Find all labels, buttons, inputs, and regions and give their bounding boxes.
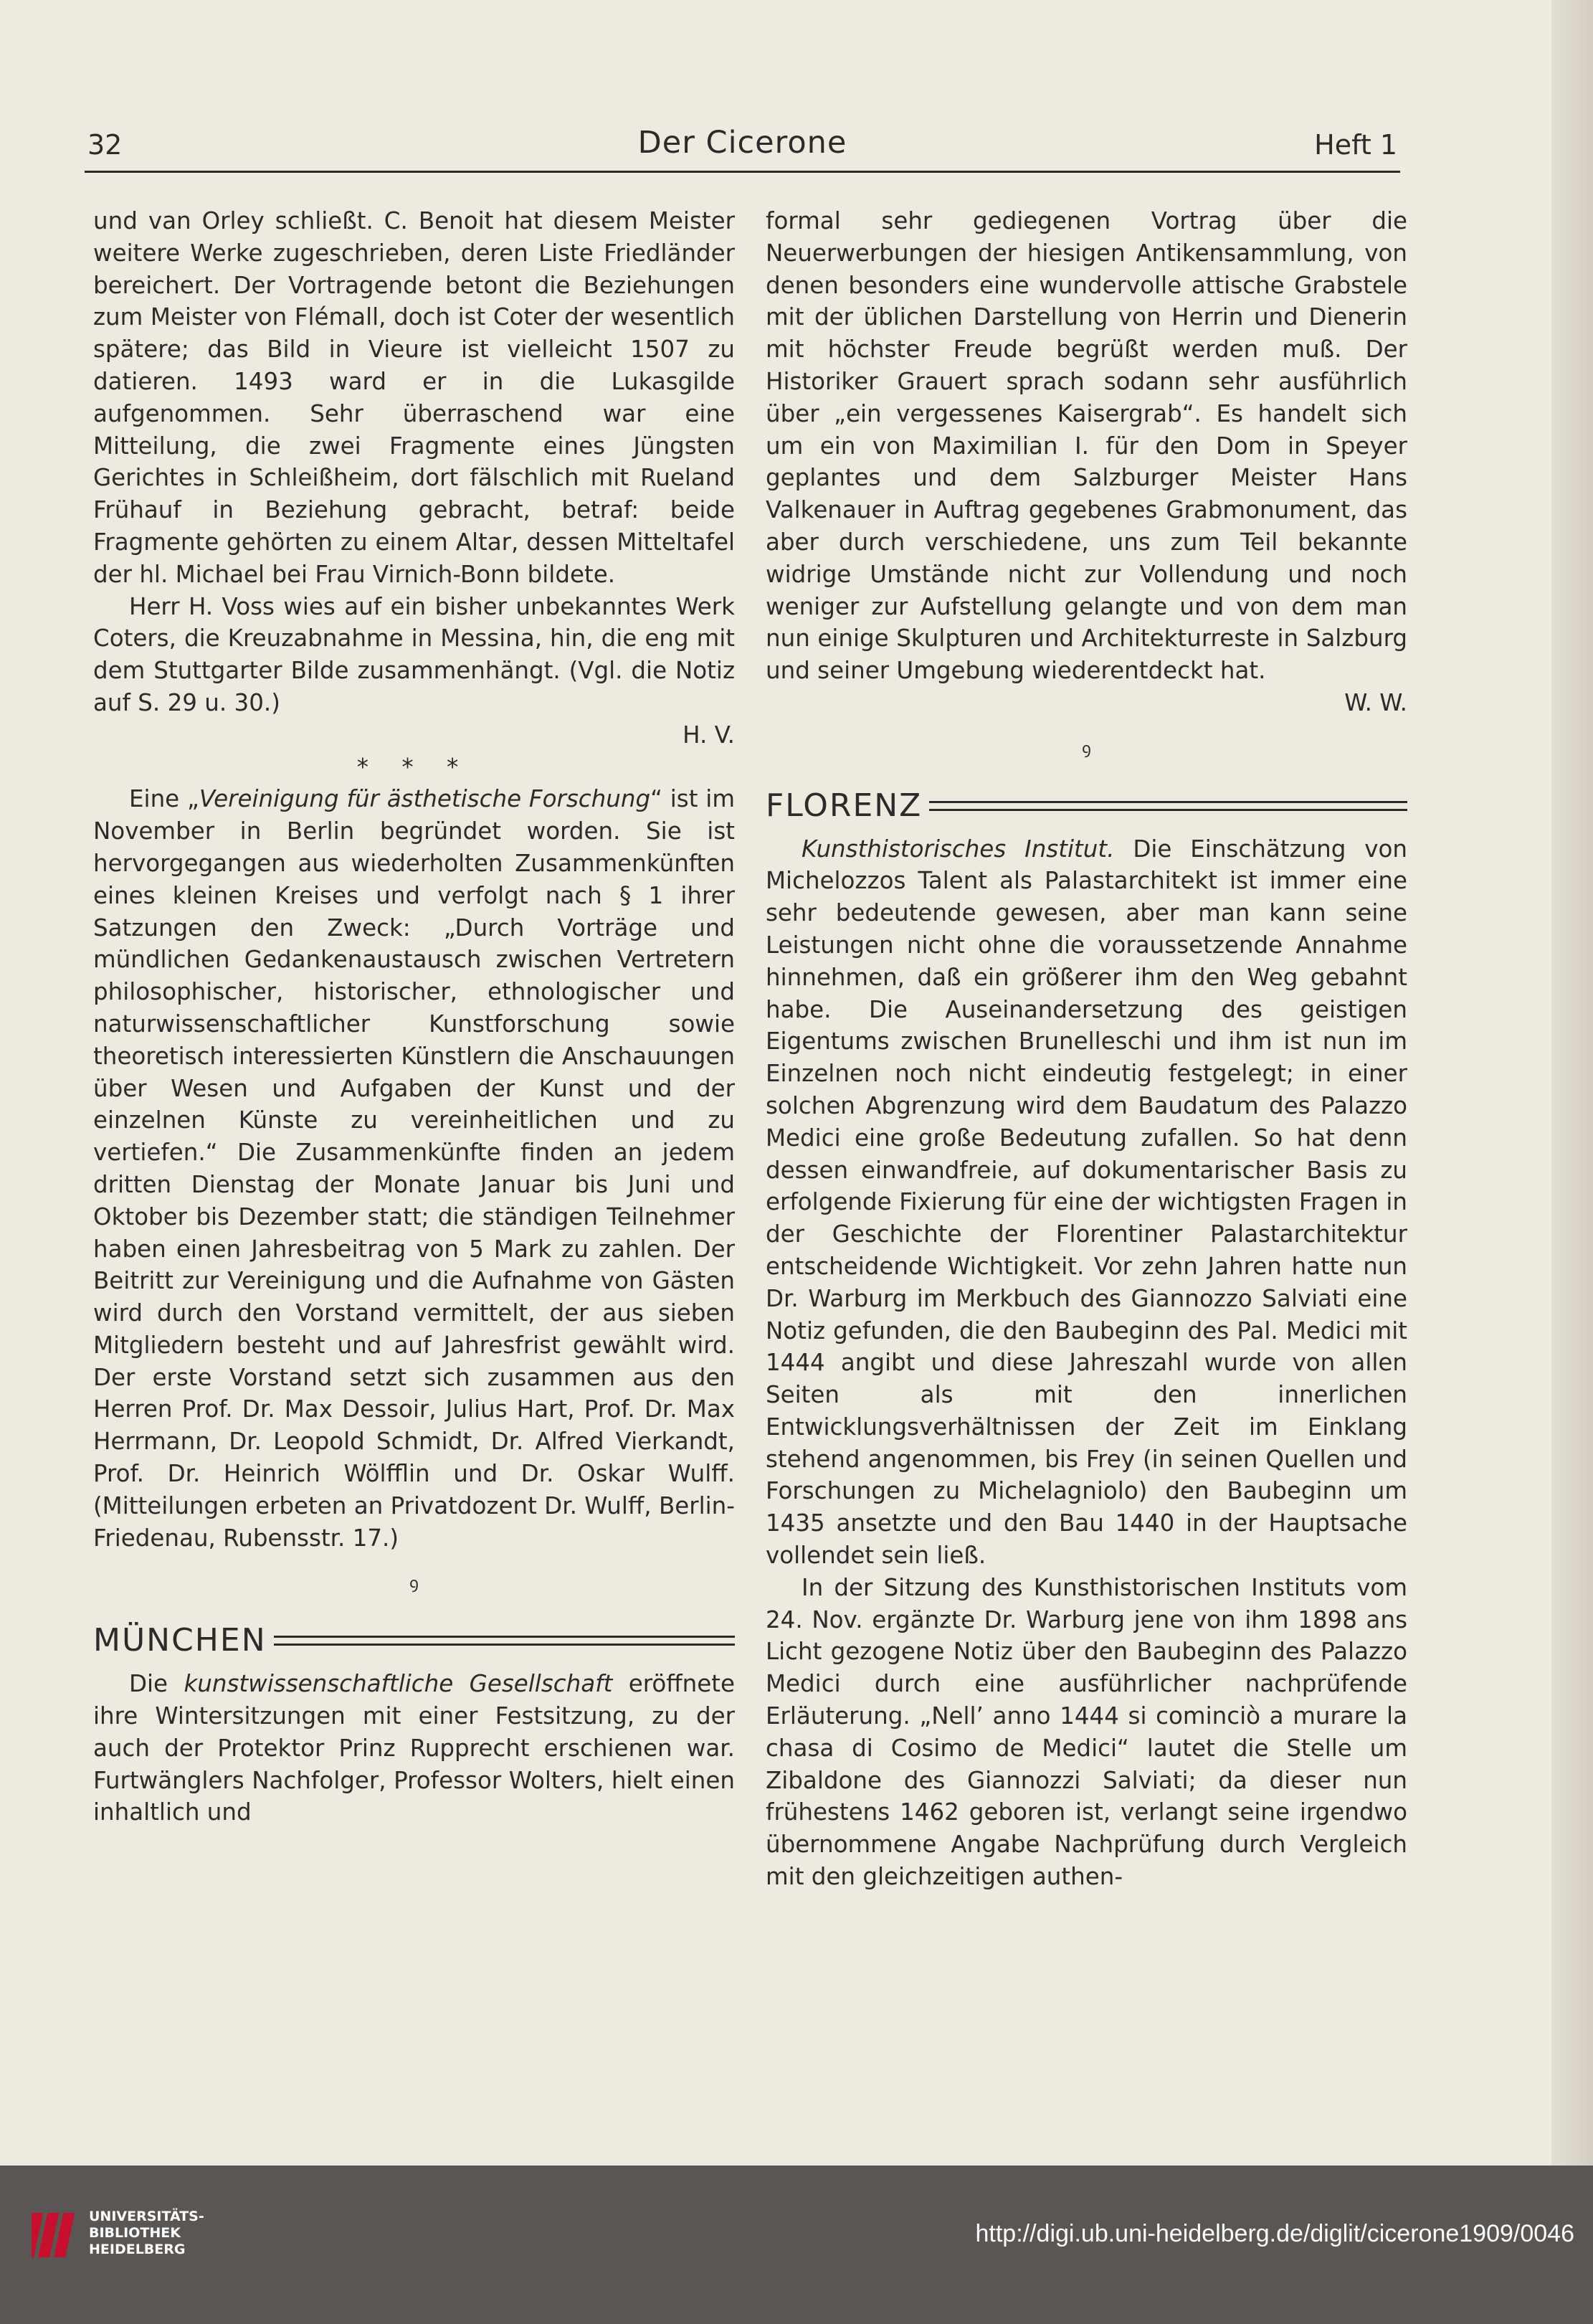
viewer-footer — [0, 2166, 1593, 2324]
signature: H. V. — [683, 721, 735, 749]
section-separator-stars: * * * — [356, 753, 472, 781]
library-logo-icon — [32, 2207, 80, 2264]
paragraph: Herr H. Voss wies auf ein bisher unbekanntes Werk Coters, die Kreuzabnahme in Messina, hin, die eng mit dem Stuttgarter Bilde zusammenhängt. (Vgl. die Notiz auf S. 29 u. 30.) — [93, 592, 735, 716]
paragraph: Kunsthistorisches Institut. Die Einschätzung von Michelozzos Talent als Palastarchitekt ist immer eine sehr bedeutende gewesen, aber man kann seine Leistungen nicht ohne die voraussetzende Annahme hinnehmen, daß ein größerer ihm den Weg gebahnt habe. Die Auseinandersetzung des geistigen Eigentums zwischen Brunelleschi und ihm ist nun im Einzelnen noch nicht eindeutig festgelegt; in einer solchen Abgrenzung wird dem Baudatum des Palazzo Medici eine große Bedeutung zufallen. So hat denn dessen einwandfreie, auf dokumentarischer Basis zu erfolgende Fixierung für eine der wichtigsten Fragen in der Geschichte der Florentiner Palastarchitektur entscheidende Wichtigkeit. Vor zehn Jahren hatte nun Dr. Warburg im Merkbuch des Giannozzo Salviati eine Notiz gefunden, die den Baubeginn des Pal. Medici mit 1444 angibt und diese Jahreszahl wurde von allen Seiten als mit den innerlichen Entwicklungsverhältnissen der Zeit im Einklang stehend angenommen, bis Frey (in seinen Quellen und Forschungen zu Michelagniolo) den Baubeginn um 1435 ansetzte und den Bau 1440 in der Hauptsache vollendet sein ließ. — [766, 835, 1407, 1570]
paragraph: Die kunstwissenschaftliche Gesellschaft eröffnete ihre Wintersitzungen mit einer Festsitzung, zu der auch der Protektor Prinz Rupprecht erschienen war. Furtwänglers Nachfolger, Professor Wolters, hielt einen inhaltlich und — [93, 1670, 735, 1826]
left-column — [93, 205, 735, 1829]
section-title: FLORENZ — [766, 787, 923, 824]
emphasis: Vereinigung für ästhetische Forschung — [199, 785, 651, 813]
paragraph: In der Sitzung des Kunsthistorischen Instituts vom 24. Nov. ergänzte Dr. Warburg jene von ihm 1898 ans Licht gezogene Notiz über den Baubeginn des Palazzo Medici durch eine ausführlicher nachprüfende Erläuterung. „Nell’ anno 1444 si cominciò a murare la chasa di Cosimo de Medici“ lautet die Stelle um Zibaldone des Giannozzi Salviati; da dieser nun frühestens 1462 geboren ist, verlangt seine irgendwo übernommene Angabe Nachprüfung durch Vergleich mit den gleichzeitigen authen- — [766, 1573, 1407, 1891]
journal-title: Der Cicerone — [637, 125, 847, 161]
issue-label: Heft 1 — [1314, 129, 1397, 161]
right-column — [766, 205, 1407, 1893]
emphasis: Kunsthistorisches Institut. — [802, 835, 1115, 863]
section-title: MÜNCHEN — [93, 1622, 267, 1659]
paragraph: formal sehr gediegenen Vortrag über die Neuerwerbungen der hiesigen Antikensammlung, von denen besonders eine wundervolle attische Grabstele mit der üblichen Darstellung von Herrin und Dienerin mit höchster Freude begrüßt werden muß. Der Historiker Grauert sprach sodann sehr ausführlich über „ein vergessenes Kaisergrab“. Es handelt sich um ein von Maximilian I. für den Dom in Speyer geplantes und dem Salzburger Meister Hans Valkenauer in Auftrag gegebenes Grabmonument, das aber durch verschiedene, uns zum Teil bekannte widrige Umstände nicht zur Vollendung und noch weniger zur Aufstellung gelangte und von dem man nun einige Skulpturen und Architekturreste in Salzburg und seiner Umgebung wiederentdeckt hat. — [766, 207, 1407, 685]
page-edge — [1551, 0, 1593, 2166]
paragraph: und van Orley schließt. C. Benoit hat diesem Meister weitere Werke zugeschrieben, deren Liste Friedländer bereichert. Der Vortragende betont die Beziehungen zum Meister von Flémall, doch ist Coter der wesentlich spätere; das Bild in Vieure ist vielleicht 1507 zu datieren. 1493 ward er in die Lukasgilde aufgenommen. Sehr überraschend war eine Mitteilung, die zwei Fragmente eines Jüngsten Gerichtes in Schleißheim, dort fälschlich mit Rueland Frühauf in Beziehung gebracht, betraf: beide Fragmente gehörten zu einem Altar, dessen Mitteltafel der hl. Michael bei Frau Virnich-Bonn bildete. — [93, 207, 735, 588]
section-heading-muenchen — [93, 1621, 735, 1661]
divider-ornament: ꝯ — [409, 1575, 419, 1593]
section-rule — [274, 1636, 735, 1646]
page-number: 32 — [87, 129, 123, 161]
page-header — [85, 120, 1400, 173]
section-rule — [929, 801, 1407, 811]
divider-ornament: ꝯ — [1082, 739, 1091, 758]
section-heading-florenz — [766, 786, 1407, 826]
library-name: UNIVERSITÄTS- BIBLIOTHEK HEIDELBERG — [89, 2209, 204, 2257]
emphasis: kunstwissenschaftliche Gesellschaft — [184, 1670, 613, 1698]
paragraph: Eine „Vereinigung für ästhetische Forschung“ ist im November in Berlin begründet worden. Sie ist hervorgegangen aus wiederholten Zusammenkünften eines kleinen Kreises und verfolgt nach § 1 ihrer Satzungen den Zweck: „Durch Vorträge und mündlichen Gedankenaustausch zwischen Vertretern philosophischer, historischer, ethnologischer und naturwissenschaftlicher Kunstforschung sowie theoretisch interessierten Künstlern die Anschauungen über Wesen und Aufgaben der Kunst und der einzelnen Künste zu vereinheitlichen und zu vertiefen.“ Die Zusammenkünfte finden an jedem dritten Dienstag der Monate Januar bis Juni und Oktober bis Dezember statt; die ständigen Teilnehmer haben einen Jahresbeitrag von 5 Mark zu zahlen. Der Beitritt zur Vereinigung und die Aufnahme von Gästen wird durch den Vorstand vermittelt, der aus sieben Mitgliedern besteht und auf Jahresfrist gewählt wird. Der erste Vorstand setzt sich zusammen aus den Herren Prof. Dr. Max Dessoir, Julius Hart, Prof. Dr. Max Herrmann, Dr. Leopold Schmidt, Dr. Alfred Vierkandt, Prof. Dr. Heinrich Wölfflin und Dr. Oskar Wulff. (Mitteilungen erbeten an Privatdozent Dr. Wulff, Berlin-Friedenau, Rubensstr. 17.) — [93, 785, 735, 1552]
signature: W. W. — [1344, 688, 1407, 716]
source-url-link[interactable]: http://digi.ub.uni-heidelberg.de/diglit/cicerone1909/0046 — [975, 2220, 1574, 2247]
